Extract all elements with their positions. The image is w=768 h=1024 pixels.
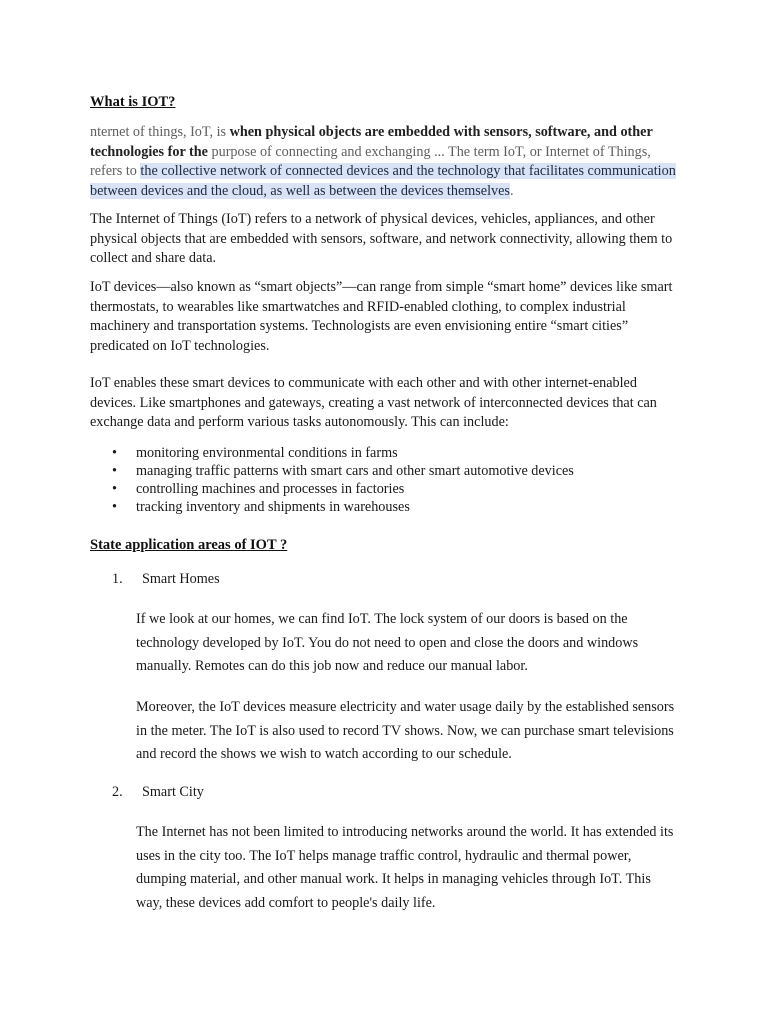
paragraph-iot-definition bbox=[90, 123, 682, 201]
item-number: 1. bbox=[112, 571, 123, 587]
definition-bold-text: when physical objects are embedded with sensors, software, and other technologies for the bbox=[90, 124, 653, 160]
item-number: 2. bbox=[112, 784, 123, 800]
definition-highlighted-text: the collective network of connected devices and the technology that facilitates communication between devices and the cloud, as well as between the devices themselves bbox=[90, 163, 676, 199]
definition-text-end: . bbox=[509, 182, 514, 199]
list-item: • tracking inventory and shipments in warehouses bbox=[112, 499, 410, 515]
bullet-icon: • bbox=[112, 481, 117, 497]
heading-what-is-iot: What is IOT? bbox=[90, 94, 176, 110]
paragraph-iot-network: The Internet of Things (IoT) refers to a network of physical devices, vehicles, appliances, and other physical objects that are embedded with sensors, software, and network connectivity, allowing them to collect and share data. bbox=[90, 211, 673, 267]
smart-homes-paragraph-1: If we look at our homes, we can find IoT. The lock system of our doors is based on the technology developed by IoT. You do not need to open and close the doors and windows manually. Remotes can do this job now and reduce our manual labor. bbox=[136, 611, 639, 675]
definition-text-middle: purpose of connecting and exchanging ... The term IoT, or Internet of Things, refers to bbox=[90, 143, 651, 180]
item-title: Smart City bbox=[142, 784, 204, 800]
smart-homes-paragraph-2: Moreover, the IoT devices measure electricity and water usage daily by the established sensors in the meter. The IoT is also used to record TV shows. Now, we can purchase smart televisions and record the shows we wish to watch according to our schedule. bbox=[136, 699, 675, 763]
item-title: Smart Homes bbox=[142, 571, 220, 587]
bullet-icon: • bbox=[112, 499, 117, 515]
bullet-icon: • bbox=[112, 445, 117, 461]
smart-city-paragraph: The Internet has not been limited to introducing networks around the world. It has extended its uses in the city too. The IoT helps manage traffic control, hydraulic and thermal power, dumping material, and other manual work. It helps in managing vehicles through IoT. This way, these devices add comfort to people's daily life. bbox=[136, 824, 674, 911]
paragraph-iot-devices: IoT devices—also known as “smart objects”—can range from simple “smart home” devices like smart thermostats, to wearables like smartwatches and RFID-enabled clothing, to complex industrial machinery and transportation systems. Technologists are even envisioning entire “smart cities” predicated on IoT technologies. bbox=[90, 279, 673, 354]
heading-application-areas: State application areas of IOT ? bbox=[90, 537, 288, 553]
list-item: • controlling machines and processes in factories bbox=[112, 481, 405, 497]
numbered-item-smart-city bbox=[112, 784, 204, 801]
definition-text-start: nternet of things, IoT, is bbox=[90, 124, 230, 140]
list-item: • managing traffic patterns with smart cars and other smart automotive devices bbox=[112, 463, 574, 479]
paragraph-iot-enables: IoT enables these smart devices to communicate with each other and with other internet-enabled devices. Like smartphones and gateways, creating a vast network of interconnected devices that can exchange data and perform various tasks autonomously. This can include: bbox=[90, 375, 657, 431]
list-item: • monitoring environmental conditions in farms bbox=[112, 445, 398, 461]
numbered-item-smart-homes bbox=[112, 571, 220, 588]
iot-uses-list bbox=[90, 444, 690, 516]
bullet-icon: • bbox=[112, 463, 117, 479]
